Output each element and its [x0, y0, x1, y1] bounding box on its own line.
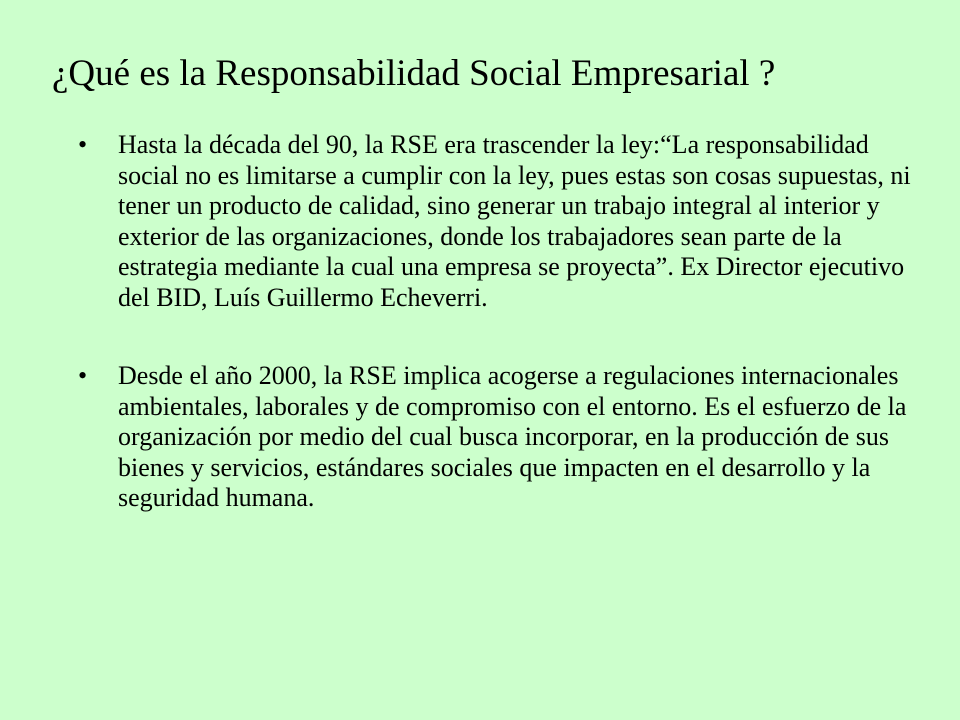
bullet-text-rse-history: Hasta la década del 90, la RSE era trascender la ley:“La responsabilidad social no es limitarse a cumplir con la ley, pues estas son cosas supuestas, ni tener un producto de calidad, sino generar un trabajo integral al interior y exterior de las organizaciones, donde los trabajadores sean parte de la estrategia mediante la cual una empresa se proyecta”. Ex Director ejecutivo del BID, Luís Guillermo Echeverri.: [118, 130, 911, 312]
bullet-list: [78, 130, 918, 514]
bullet-text-rse-2000: Desde el año 2000, la RSE implica acogerse a regulaciones internacionales ambientales, laborales y de compromiso con el entorno. Es el esfuerzo de la organización por medio del cual busca incorporar, en la producción de sus bienes y servicios, estándares sociales que impacten en el desarrollo y la seguridad humana.: [118, 361, 907, 512]
slide-title: ¿Qué es la Responsabilidad Social Empresarial ?: [52, 53, 776, 94]
bullet-item-rse-2000: [78, 361, 918, 514]
bullet-icon: •: [78, 361, 88, 390]
bullet-icon: •: [78, 130, 88, 159]
bullet-item-rse-history: [78, 130, 918, 313]
